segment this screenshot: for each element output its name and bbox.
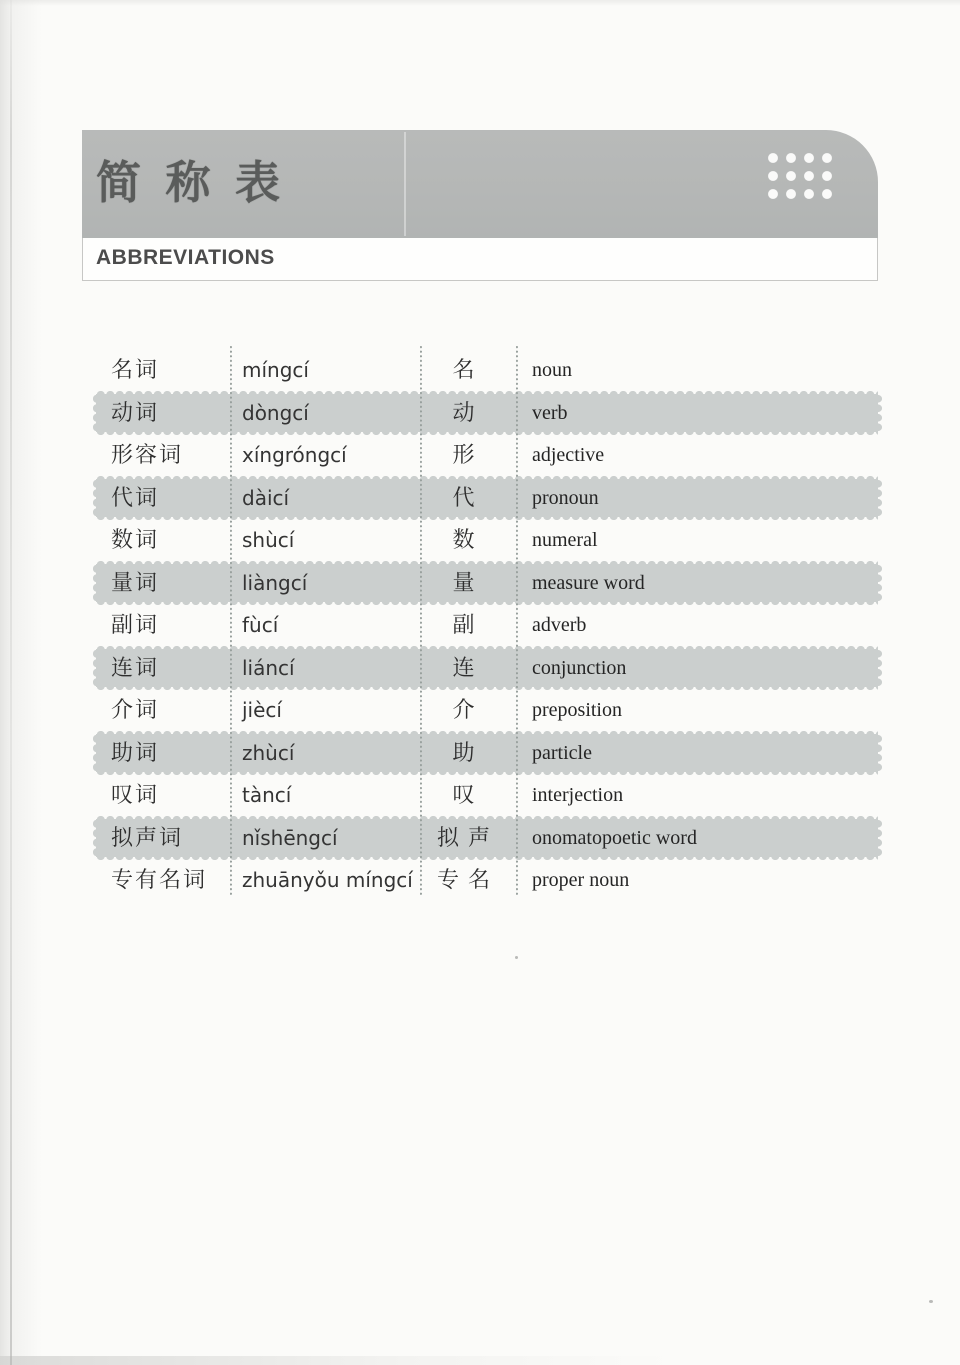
english-term: proper noun <box>532 869 630 891</box>
stamp-edge-right <box>878 479 882 517</box>
chinese-term: 介词 <box>111 697 160 722</box>
stamp-edge-left <box>93 564 97 602</box>
chinese-term: 叹词 <box>111 782 160 807</box>
english-term: verb <box>532 401 568 424</box>
english-term: onomatopoetic word <box>532 826 697 849</box>
page-bottom-shadow <box>0 1356 672 1365</box>
abbreviation-term: 代 <box>452 484 484 510</box>
stamp-edge-right <box>878 394 882 432</box>
column-divider-dotted <box>516 346 518 896</box>
page-title-chinese: 简 称 表 <box>96 157 287 208</box>
english-term: preposition <box>532 699 622 721</box>
stamp-edge-left <box>93 394 97 432</box>
english-term: pronoun <box>532 486 599 509</box>
abbreviation-term: 拟声 <box>436 824 499 850</box>
stamp-edge-right <box>878 734 882 772</box>
chinese-term: 名词 <box>111 357 160 382</box>
abbreviation-term: 动 <box>452 399 484 425</box>
stamp-edge-right <box>878 649 882 687</box>
pinyin-term: nǐshēngcí <box>242 825 338 850</box>
table-row <box>96 392 878 435</box>
table-row <box>96 859 878 902</box>
abbreviation-term: 形 <box>452 442 484 467</box>
english-term: particle <box>532 741 592 764</box>
page-title-english: ABBREVIATIONS <box>96 246 275 269</box>
pinyin-term: jiècí <box>242 698 282 722</box>
pinyin-term: fùcí <box>242 613 279 637</box>
table-row <box>96 349 878 392</box>
english-term: noun <box>532 359 572 381</box>
chinese-term: 代词 <box>111 484 160 510</box>
table-row <box>96 519 878 562</box>
stamp-edge-left <box>93 649 97 687</box>
english-term: measure word <box>532 571 645 594</box>
pinyin-term: shùcí <box>242 528 295 552</box>
abbreviation-term: 量 <box>452 569 484 595</box>
chinese-term: 形容词 <box>111 442 184 467</box>
pinyin-term: zhuānyǒu míngcí <box>242 868 413 892</box>
chinese-term: 专有名词 <box>111 867 208 892</box>
english-term: adverb <box>532 614 587 636</box>
abbreviations-table <box>96 349 878 902</box>
pinyin-term: dòngcí <box>242 400 309 425</box>
table-row <box>96 477 878 520</box>
pinyin-term: dàicí <box>242 485 290 510</box>
chinese-term: 量词 <box>111 569 160 595</box>
abbreviation-term: 叹 <box>452 782 484 807</box>
english-term: interjection <box>532 784 624 806</box>
abbreviation-term: 名 <box>452 357 484 382</box>
page-top-shadow <box>0 0 960 6</box>
chinese-term: 连词 <box>111 654 160 680</box>
subtitle-strip <box>82 238 878 281</box>
english-term: conjunction <box>532 656 627 679</box>
chinese-term: 动词 <box>111 399 160 425</box>
scan-speck <box>515 956 518 959</box>
page-left-shadow <box>0 0 42 1365</box>
table-row <box>96 647 878 690</box>
abbreviation-term: 助 <box>452 739 484 765</box>
pinyin-term: xíngróngcí <box>242 443 347 467</box>
dot-grid-icon <box>764 149 836 203</box>
table-row <box>96 562 878 605</box>
scan-speck <box>929 1300 933 1303</box>
pinyin-term: liáncí <box>242 655 295 680</box>
stamp-edge-left <box>93 479 97 517</box>
stamp-edge-right <box>878 564 882 602</box>
stamp-edge-left <box>93 734 97 772</box>
table-row <box>96 689 878 732</box>
abbreviation-term: 介 <box>452 697 484 722</box>
stamp-edge-left <box>93 819 97 857</box>
chinese-term: 数词 <box>111 527 160 552</box>
chinese-term: 助词 <box>111 739 160 765</box>
table-row <box>96 817 878 860</box>
stamp-edge-right <box>878 819 882 857</box>
abbreviation-term: 副 <box>452 612 484 637</box>
pinyin-term: liàngcí <box>242 570 308 595</box>
table-row <box>96 434 878 477</box>
banner-divider-line <box>404 132 406 236</box>
table-row <box>96 774 878 817</box>
table-row <box>96 732 878 775</box>
abbreviation-term: 数 <box>452 527 484 552</box>
english-term: numeral <box>532 529 598 551</box>
english-term: adjective <box>532 444 605 466</box>
table-row <box>96 604 878 647</box>
column-divider-dotted <box>230 346 232 896</box>
chinese-term: 副词 <box>111 612 160 637</box>
chinese-term: 拟声词 <box>111 824 184 850</box>
pinyin-term: tàncí <box>242 783 292 807</box>
pinyin-term: míngcí <box>242 358 309 382</box>
abbreviation-term: 连 <box>452 654 484 680</box>
pinyin-term: zhùcí <box>242 740 295 765</box>
book-spine-line <box>10 0 12 1365</box>
abbreviation-term: 专名 <box>436 867 499 892</box>
header-banner <box>82 130 878 238</box>
